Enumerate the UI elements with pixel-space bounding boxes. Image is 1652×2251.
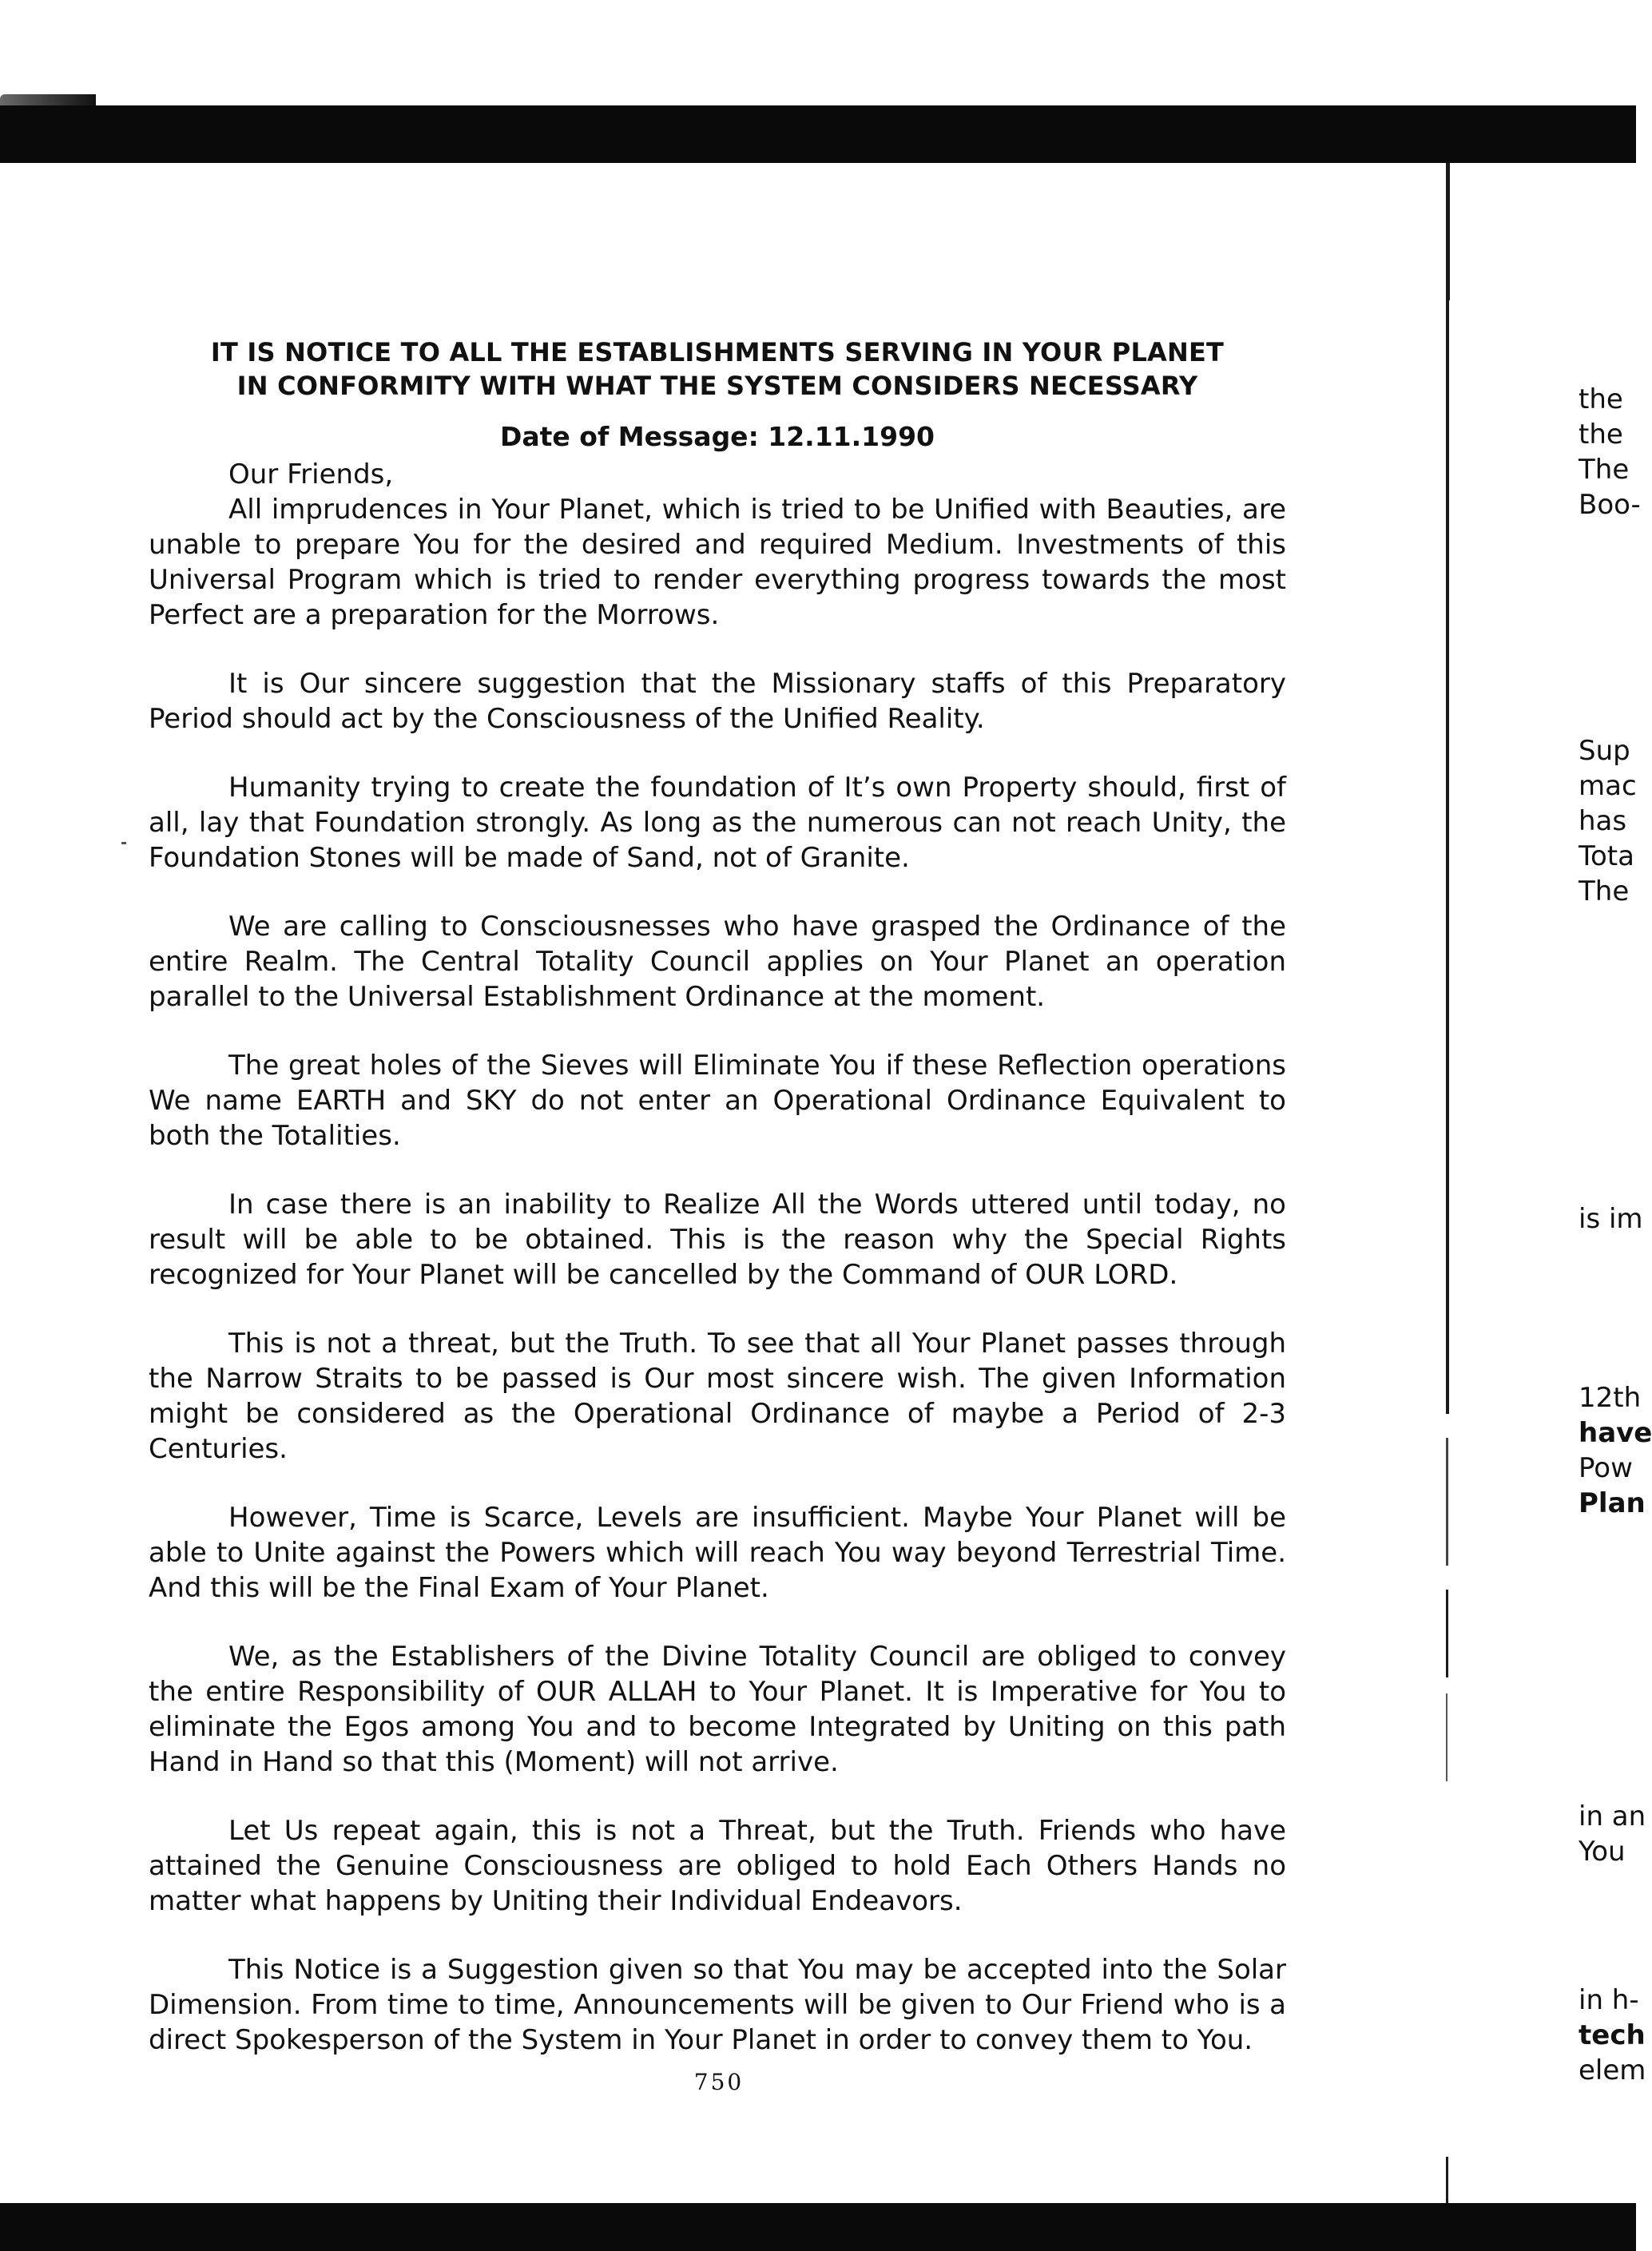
paragraph: Humanity trying to create the foundation of It’s own Property should, first of all, lay that Foundation strongly. As long as the numerous can not reach Unity, the Foundation Stones will be made of Sand, not of Granite.	[149, 772, 1286, 874]
book-gutter-line	[1446, 163, 1450, 300]
book-gutter-line	[1446, 2157, 1448, 2203]
book-gutter-line	[1446, 296, 1449, 1414]
page-content	[149, 335, 1286, 2091]
adjacent-text-fragment: You	[1579, 1836, 1626, 1868]
adjacent-page-edge	[1579, 0, 1652, 2251]
adjacent-text-fragment: elem	[1579, 2054, 1646, 2086]
adjacent-text-fragment: The	[1579, 875, 1630, 907]
scan-bottom-border	[0, 2203, 1636, 2251]
scan-top-border	[0, 105, 1636, 163]
adjacent-text-fragment: the	[1579, 419, 1623, 451]
paragraph: We, as the Establishers of the Divine Totality Council are obliged to convey the entire Responsibility of OUR ALLAH to Your Planet. It is Imperative for You to eliminate the Egos among You and to become Integrated by Uniting on this path Hand in Hand so that this (Moment) will not arrive.	[149, 1641, 1286, 1778]
adjacent-text-fragment: the	[1579, 383, 1623, 415]
book-gutter-line	[1446, 1438, 1448, 1566]
adjacent-text-fragment: Pow	[1579, 1452, 1633, 1484]
paragraph: All imprudences in Your Planet, which is tried to be Unified with Beauties, are unable to prepare You for the desired and required Medium. Investments of this Universal Program which is tried to render everything progress towards the most Perfect are a preparation for the Morrows.	[149, 494, 1286, 631]
adjacent-text-fragment: Plan	[1579, 1487, 1646, 1519]
message-title-line-1: IT IS NOTICE TO ALL THE ESTABLISHMENTS SERVING IN YOUR PLANET	[210, 337, 1225, 367]
paragraph: This Notice is a Suggestion given so that You may be accepted into the Solar Dimension. From time to time, Announcements will be given to Our Friend who is a direct Spokesperson of the System in Your Planet in order to convey them to You.	[149, 1954, 1286, 2056]
adjacent-text-fragment: in h-	[1579, 1984, 1639, 2016]
message-title-line-2: IN CONFORMITY WITH WHAT THE SYSTEM CONSIDERS NECESSARY	[236, 371, 1198, 401]
paragraph: The great holes of the Sieves will Eliminate You if these Reflection operations We name EARTH and SKY do not enter an Operational Ordinance Equivalent to both the Totalities.	[149, 1050, 1286, 1152]
adjacent-text-fragment: has	[1579, 805, 1627, 837]
adjacent-text-fragment: have	[1579, 1417, 1652, 1449]
adjacent-text-fragment: Tota	[1579, 840, 1634, 872]
paragraph: However, Time is Scarce, Levels are insufficient. Maybe Your Planet will be able to Unite against the Powers which will reach You way beyond Terrestrial Time. And this will be the Final Exam of Your Planet.	[149, 1502, 1286, 1604]
adjacent-text-fragment: Sup	[1579, 735, 1630, 767]
paragraph: In case there is an inability to Realize All the Words uttered until today, no result will be able to be obtained. This is the reason why the Special Rights recognized for Your Planet will be cancelled by the Command of OUR LORD.	[149, 1189, 1286, 1291]
adjacent-text-fragment: Boo-	[1579, 489, 1641, 521]
page-number: 750	[693, 2069, 745, 2095]
adjacent-text-fragment: tech	[1579, 2019, 1646, 2051]
adjacent-text-fragment: in an	[1579, 1800, 1646, 1832]
book-gutter-line	[1446, 1590, 1448, 1677]
adjacent-text-fragment: 12th	[1579, 1382, 1642, 1414]
message-title	[149, 335, 1286, 403]
paragraph: It is Our sincere suggestion that the Missionary staffs of this Preparatory Period should act by the Consciousness of the Unified Reality.	[149, 668, 1286, 735]
paragraph: This is not a threat, but the Truth. To see that all Your Planet passes through the Narrow Straits to be passed is Our most sincere wish. The given Information might be considered as the Operational Ordinance of maybe a Period of 2-3 Centuries.	[149, 1328, 1286, 1465]
book-gutter-line	[1446, 1693, 1447, 1781]
greeting: Our Friends,	[228, 459, 394, 490]
adjacent-text-fragment: is im	[1579, 1203, 1643, 1235]
message-date: Date of Message: 12.11.1990	[499, 421, 935, 452]
paragraph: We are calling to Consciousnesses who have grasped the Ordinance of the entire Realm. The Central Totality Council applies on Your Planet an operation parallel to the Universal Establishment Ordinance at the moment.	[149, 911, 1286, 1013]
adjacent-text-fragment: The	[1579, 454, 1630, 486]
scan-speck	[121, 842, 126, 844]
paragraph: Let Us repeat again, this is not a Threat, but the Truth. Friends who have attained the Genuine Consciousness are obliged to hold Each Others Hands no matter what happens by Uniting their Individual Endeavors.	[149, 1815, 1286, 1917]
adjacent-text-fragment: mac	[1579, 770, 1637, 802]
